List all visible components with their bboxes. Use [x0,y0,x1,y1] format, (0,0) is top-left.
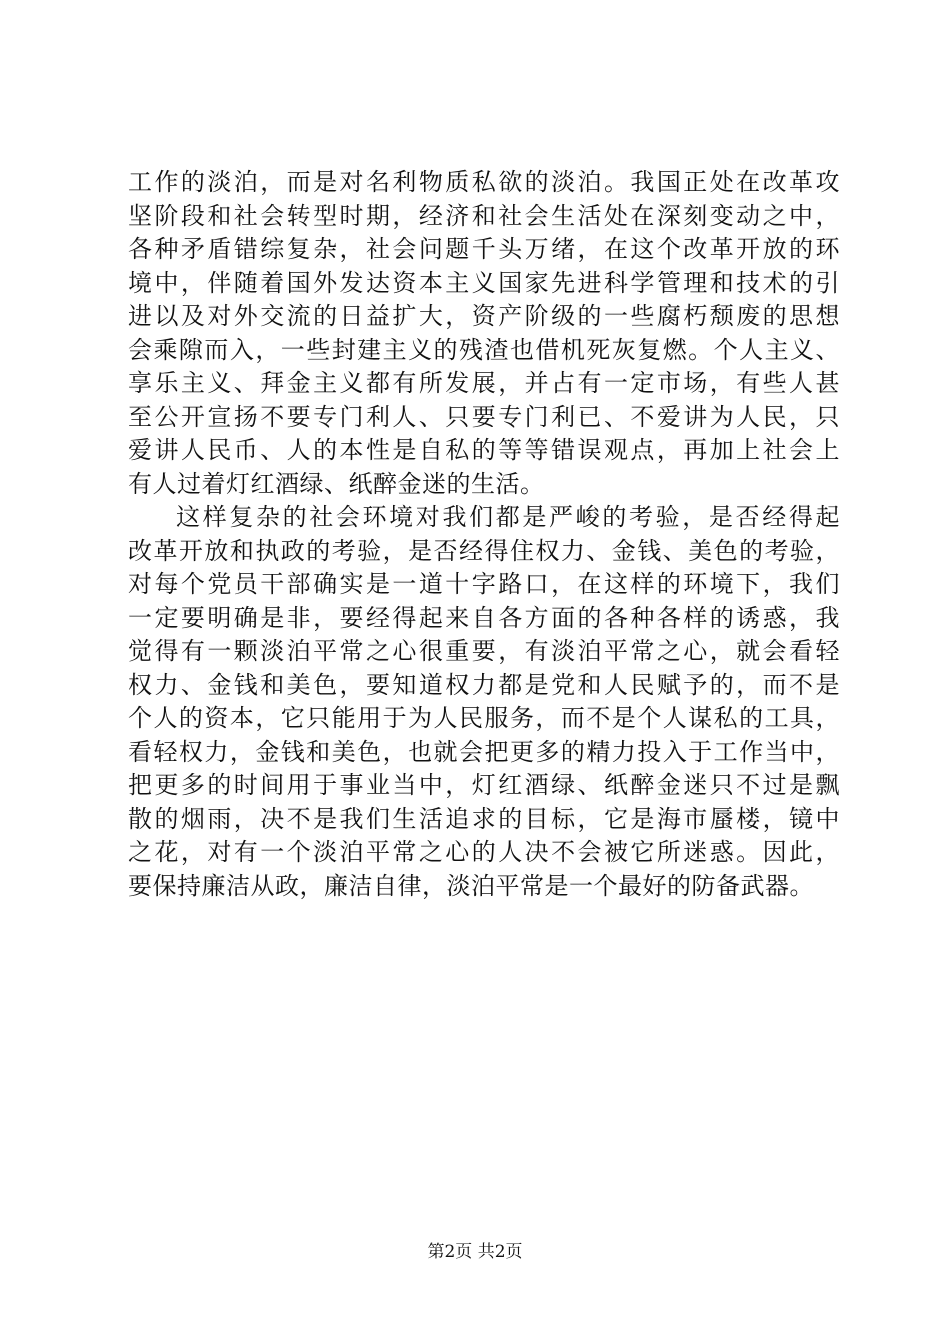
text-line: 境中，伴随着国外发达资本主义国家先进科学管理和技术的引 [128,268,840,297]
text-line: 享乐主义、拜金主义都有所发展，并占有一定市场，有些人甚 [128,369,840,397]
text-line: 至公开宣扬不要专门利人、只要专门利已、不爱讲为人民，只 [128,402,840,431]
text-line: 对每个党员干部确实是一道十字路口，在这样的环境下，我们 [128,570,840,598]
text-line: 权力、金钱和美色，要知道权力都是党和人民赋予的，而不是 [128,670,840,699]
text-line: 个人的资本，它只能用于为人民服务，而不是个人谋私的工具， [128,704,840,732]
text-line: 一定要明确是非，要经得起来自各方面的各种各样的诱惑，我 [128,603,840,632]
text-line: 要保持廉洁从政，廉洁自律，淡泊平常是一个最好的防备武器。 [128,871,814,900]
text-line: 坚阶段和社会转型时期，经济和社会生活处在深刻变动之中， [128,201,840,230]
page-footer: 第2页 共2页 [427,1242,523,1262]
body-text [128,166,840,903]
text-line: 这样复杂的社会环境对我们都是严峻的考验，是否经得起 [176,503,840,531]
text-line: 爱讲人民币、人的本性是自私的等等错误观点，再加上社会上 [128,436,840,464]
text-line: 改革开放和执政的考验，是否经得住权力、金钱、美色的考验， [128,536,840,565]
paragraph-1 [128,166,840,501]
paragraph-2 [128,501,840,903]
text-line: 散的烟雨，决不是我们生活追求的目标，它是海市蜃楼，镜中 [128,804,840,833]
text-line: 觉得有一颗淡泊平常之心很重要，有淡泊平常之心，就会看轻 [128,637,840,665]
text-line: 会乘隙而入，一些封建主义的残渣也借机死灰复燃。个人主义、 [128,335,840,364]
text-line: 进以及对外交流的日益扩大，资产阶级的一些腐朽颓废的思想 [128,302,840,330]
text-line: 有人过着灯红酒绿、纸醉金迷的生活。 [128,469,545,498]
text-line: 看轻权力，金钱和美色，也就会把更多的精力投入于工作当中， [128,737,840,766]
text-line: 工作的淡泊，而是对名利物质私欲的淡泊。我国正处在改革攻 [128,168,840,196]
text-line: 之花，对有一个淡泊平常之心的人决不会被它所迷惑。因此， [128,838,840,866]
text-line: 把更多的时间用于事业当中，灯红酒绿、纸醉金迷只不过是飘 [128,771,840,799]
text-line: 各种矛盾错综复杂，社会问题千头万绪，在这个改革开放的环 [128,235,840,263]
